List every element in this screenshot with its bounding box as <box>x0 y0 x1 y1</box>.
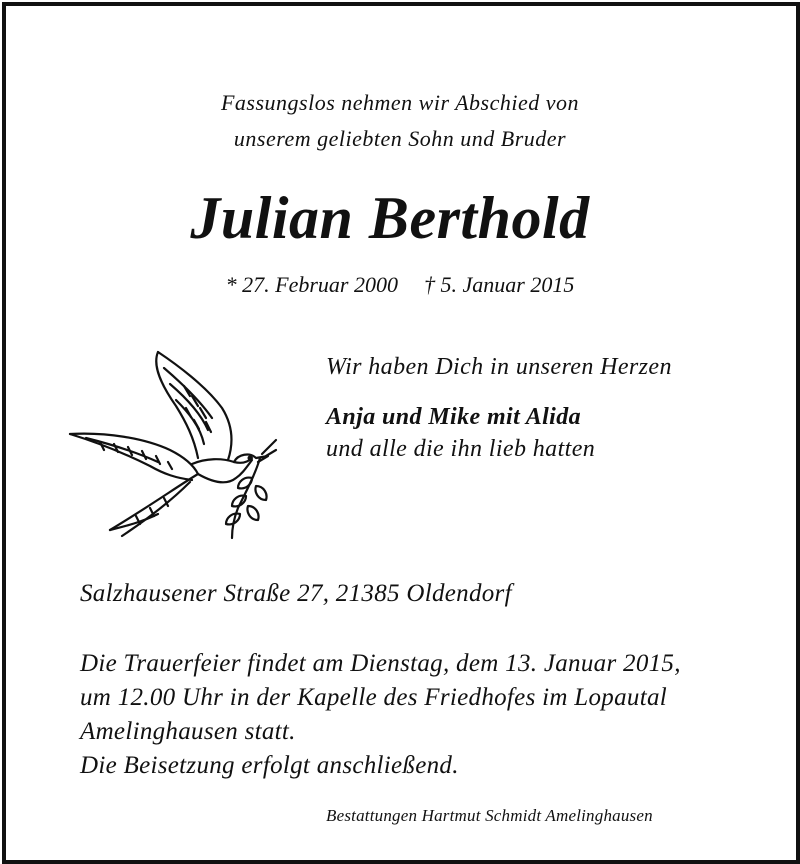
address: Salzhausener Straße 27, 21385 Oldendorf <box>80 580 512 607</box>
ceremony-line-3: Amelinghausen statt. <box>80 718 296 745</box>
death-date: † 5. Januar 2015 <box>424 272 575 297</box>
ceremony-line-2: um 12.00 Uhr in der Kapelle des Friedhofes im Lopautal <box>80 684 668 711</box>
others-line: und alle die ihn lieb hatten <box>326 436 596 462</box>
deceased-name: Julian Berthold <box>190 185 590 251</box>
family-names: Anja und Mike mit Alida <box>326 404 582 430</box>
ceremony-line-1: Die Trauerfeier findet am Dienstag, dem 13. Januar 2015, <box>80 650 681 677</box>
dove-with-olive-branch-icon <box>66 346 280 546</box>
life-dates <box>0 272 800 298</box>
intro-line-1: Fassungslos nehmen wir Abschied von <box>220 90 580 115</box>
heart-line: Wir haben Dich in unseren Herzen <box>326 354 672 380</box>
ceremony-line-4: Die Beisetzung erfolgt anschließend. <box>80 752 459 779</box>
birth-date: * 27. Februar 2000 <box>225 272 398 297</box>
funeral-home-credit: Bestattungen Hartmut Schmidt Amelinghausen <box>326 806 653 825</box>
intro-line-2: unserem geliebten Sohn und Bruder <box>233 126 567 151</box>
